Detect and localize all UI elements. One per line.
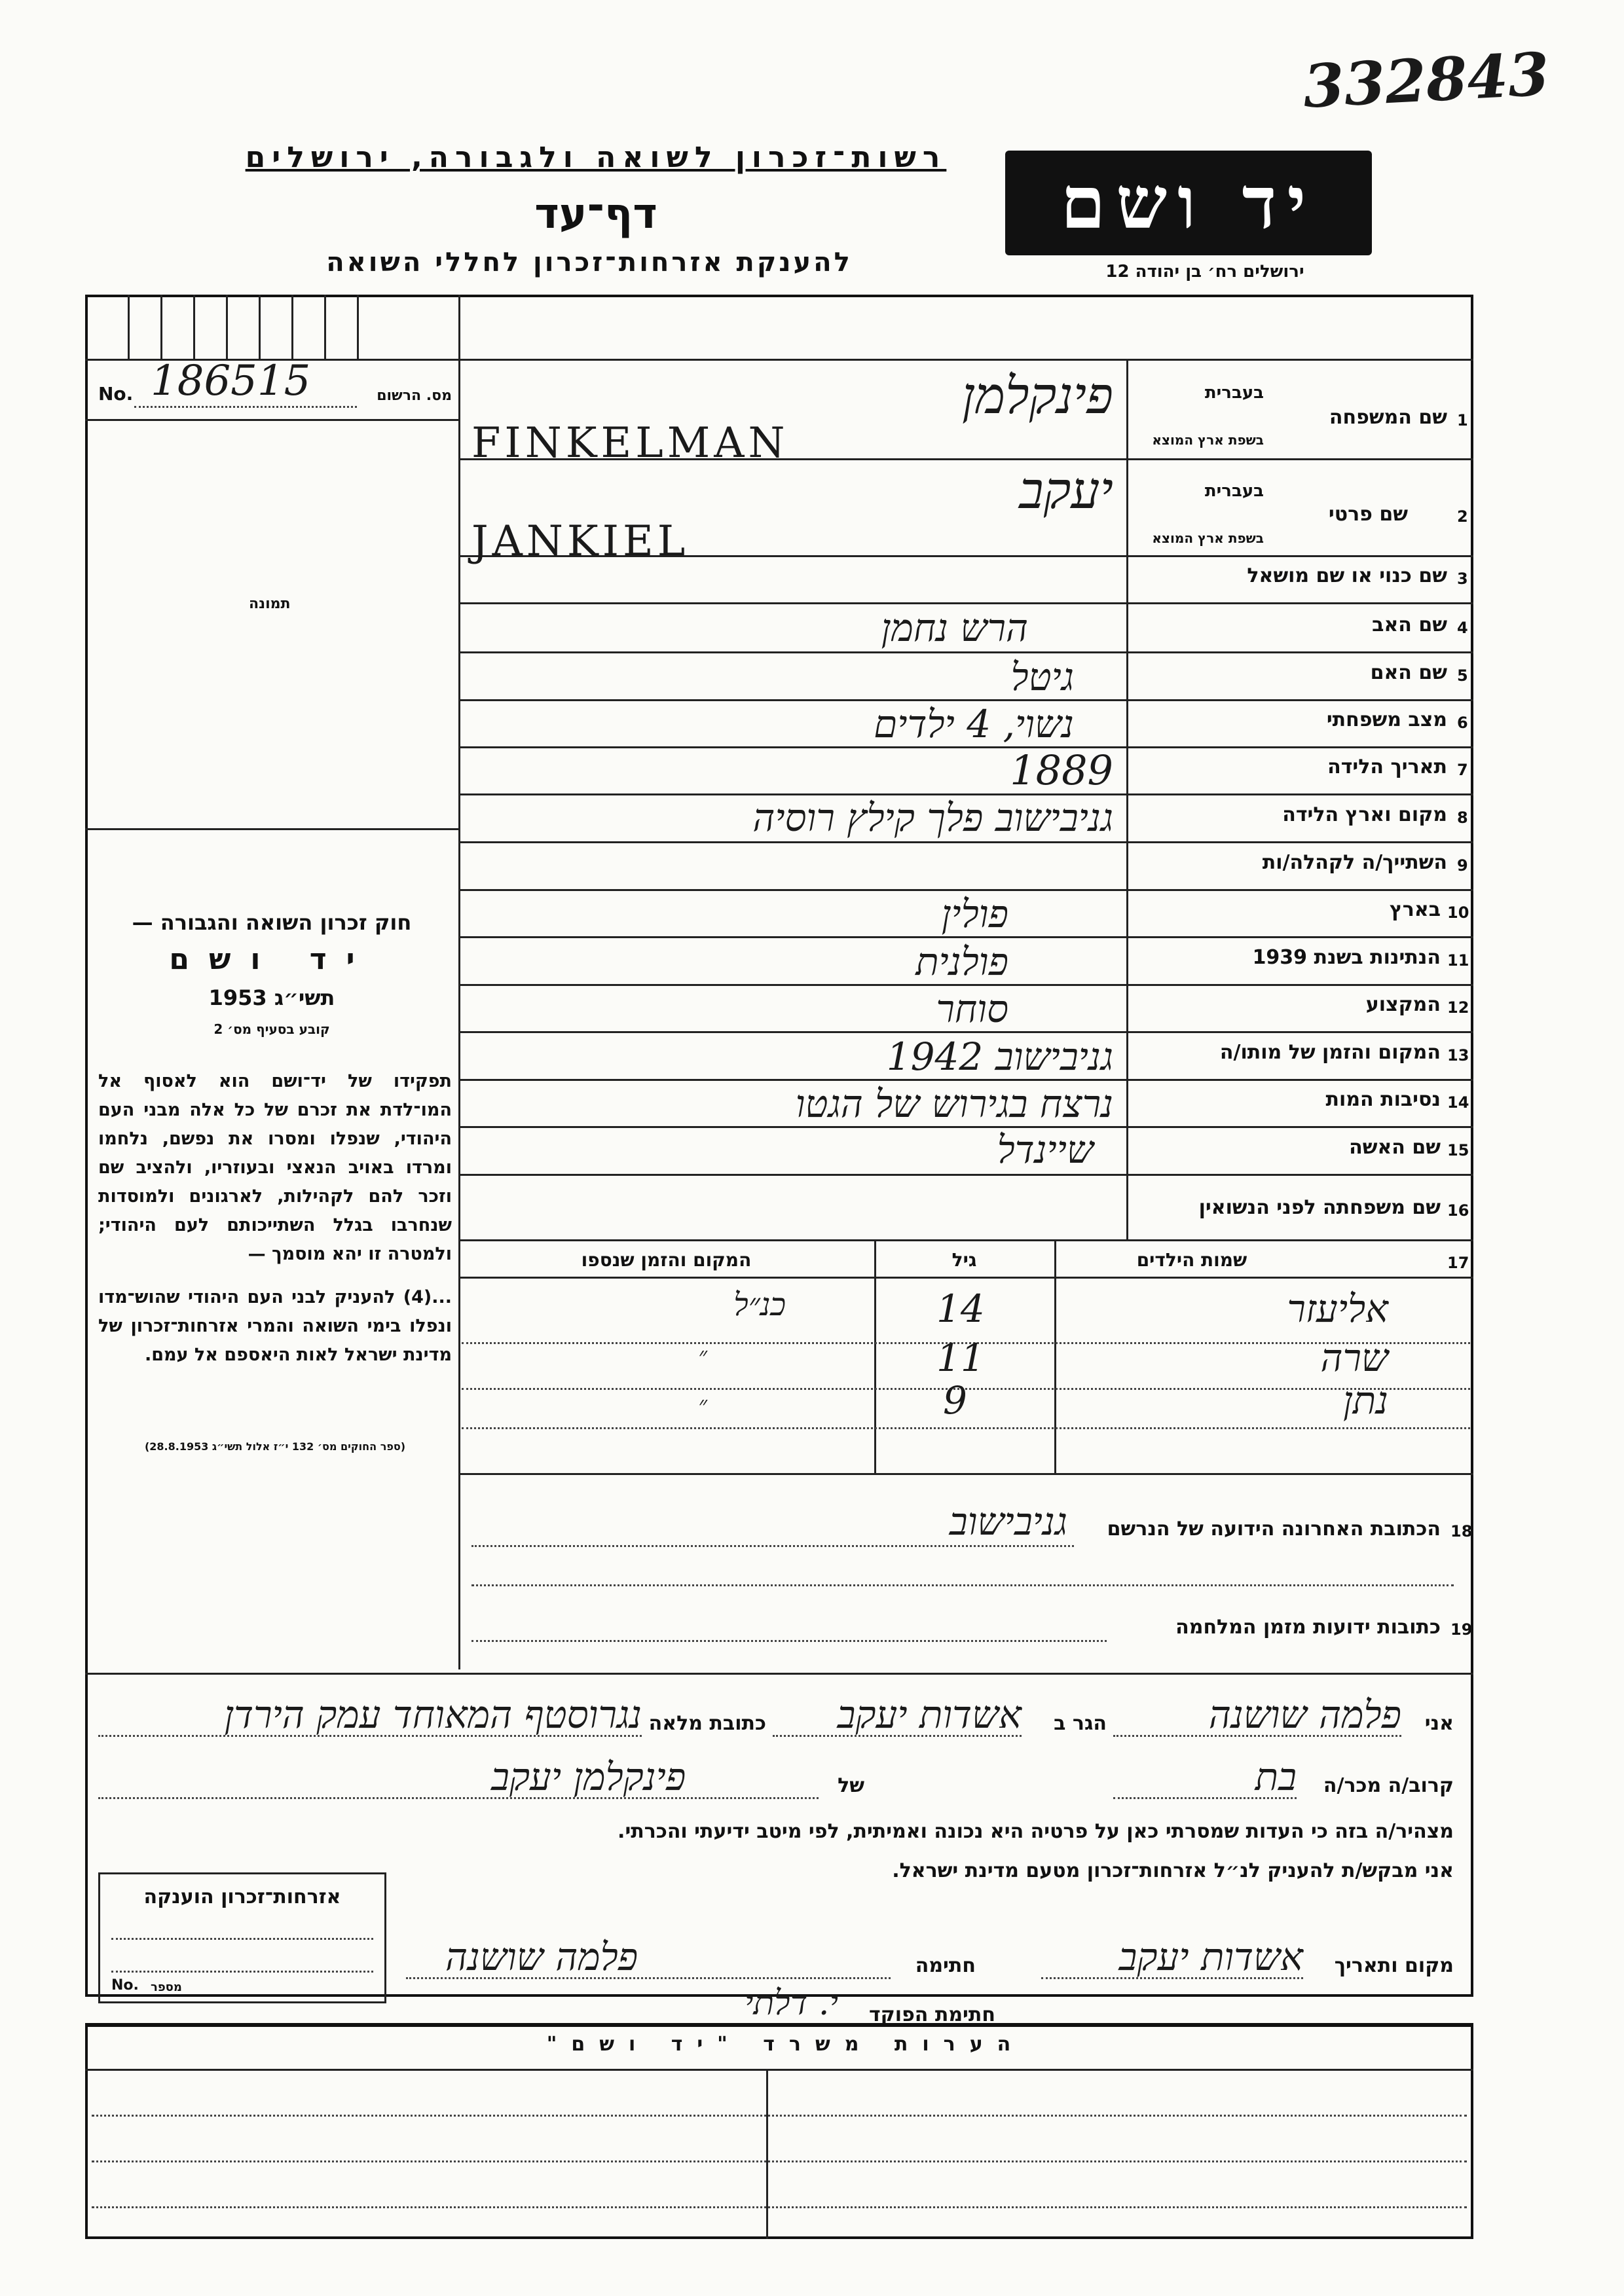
field-10-number: 10 [1447, 903, 1469, 922]
photo-label: תמונה [249, 596, 291, 612]
official-signature-value: י. דלתי [744, 1984, 838, 2023]
field-15-label: שם האשה [1349, 1136, 1441, 1159]
law-clause-ref: קובע בסעיף מס׳ 2 [213, 1021, 330, 1037]
place-date-value: אשדות יעקב [1118, 1935, 1303, 1979]
header-address: ירושלים רח׳ בן יהודה 12 [1105, 262, 1304, 282]
declaration-statement-1: מצהיר/ה בזה כי העדות שמסרתי כאן על פרטיה היא נכונה ואמיתית, לפי מיטב ידיעתי והכרתי. [618, 1820, 1454, 1843]
field-6-label: מצב משפחתי [1326, 708, 1447, 731]
law-name: יד ושם [169, 943, 375, 976]
field-9-label: השתייך/ה לקהלה/ות [1262, 851, 1447, 874]
field-7-value: 1889 [1010, 746, 1113, 794]
field-2-origin-label: בשפת ארץ המוצא [1152, 530, 1264, 546]
field-1-label: שם המשפחה [1329, 406, 1447, 429]
field-5-value: גיטל [1010, 655, 1074, 699]
field-1-origin-label: בשפת ארץ המוצא [1152, 432, 1264, 448]
child-2-name: שרה [1320, 1336, 1388, 1380]
field-1-number: 1 [1457, 411, 1468, 429]
field-12-value: סוחר [936, 987, 1008, 1031]
field-8-number: 8 [1457, 809, 1468, 827]
form-subtitle: להענקת אזרחות־זכרון לחללי השואה [326, 247, 853, 278]
children-col-names: שמות הילדים [1136, 1249, 1247, 1271]
declaration-address-value: נגרוסטף המאוחד עמק הירדן [224, 1692, 642, 1737]
declaration-of-value: פינקלמן יעקב [491, 1755, 686, 1799]
child-2-age: 11 [936, 1336, 985, 1380]
field-19-number: 19 [1450, 1620, 1473, 1639]
field-12-number: 12 [1447, 998, 1469, 1017]
child-3-name: נתן [1342, 1378, 1388, 1423]
declaration-ani-value: פלמה שושנה [1208, 1692, 1401, 1737]
field-16-label: שם משפחתה לפני הנשואין [1198, 1196, 1441, 1219]
field-7-label: תאריך הלידה [1327, 756, 1447, 778]
children-number: 17 [1447, 1254, 1469, 1272]
field-11-label: הנתינות בשנת 1939 [1252, 946, 1441, 969]
field-6-number: 6 [1457, 714, 1468, 732]
authority-title: רשות־זכרון לשואה ולגבורה, ירושלים [245, 141, 947, 174]
children-col-age: גיל [951, 1249, 977, 1271]
field-6-value: נשוי, 4 ילדים [874, 702, 1074, 746]
field-14-number: 14 [1447, 1093, 1469, 1112]
child-1-age: 14 [936, 1286, 985, 1331]
field-19-label: כתובות ידועות מזמן המלחמה [1175, 1616, 1441, 1639]
field-16-number: 16 [1447, 1201, 1469, 1220]
office-notes-title: הערות משרד "יד ושם" [546, 2033, 1025, 2056]
child-3-age: 9 [943, 1378, 967, 1423]
declaration-resident-value: אשדות יעקב [837, 1692, 1022, 1737]
field-15-value: שיינדל [997, 1127, 1094, 1172]
field-1-value-origin: FINKELMAN [471, 419, 789, 467]
field-2-number: 2 [1457, 507, 1468, 526]
field-15-number: 15 [1447, 1141, 1469, 1159]
field-5-label: שם האם [1370, 661, 1447, 684]
field-5-number: 5 [1457, 666, 1468, 685]
field-4-label: שם האב [1372, 613, 1447, 636]
declaration-relative-value: בת [1255, 1755, 1297, 1799]
field-12-label: המקצוע [1365, 993, 1441, 1016]
field-2-label: שם פרטי [1328, 503, 1408, 526]
field-18-label: הכתובת האחרונה הידועה של הנרשם [1107, 1518, 1441, 1540]
form-title: דף־עד [534, 190, 657, 238]
field-2-hebrew-label: בעברית [1204, 481, 1264, 501]
registration-number: 186515 [151, 357, 311, 405]
law-title: חוק זכרון השואה והגבורה — [132, 910, 412, 935]
child-3-place: ״ [698, 1392, 707, 1419]
field-10-value: פולין [941, 892, 1008, 936]
field-4-value: הרש נחמן [881, 606, 1028, 650]
field-8-value: גניבישוב פלך קילץ רוסיה [752, 795, 1113, 840]
child-2-place: ״ [698, 1343, 707, 1370]
yad-vashem-logo [1005, 151, 1372, 255]
field-11-value: פולנית [915, 939, 1008, 984]
field-13-number: 13 [1447, 1046, 1469, 1065]
field-8-label: מקום וארץ הלידה [1282, 803, 1447, 826]
child-1-name: אליעזר [1287, 1286, 1388, 1331]
citizenship-box-no: No. [111, 1977, 139, 1994]
field-1-hebrew-label: בעברית [1204, 383, 1264, 403]
field-11-number: 11 [1447, 951, 1469, 970]
field-18-value: גניבישוב [949, 1499, 1067, 1544]
field-14-value: נרצח בגירוש של הגטו [795, 1082, 1113, 1126]
declaration-resident-label: הגר ב [1054, 1712, 1107, 1735]
logo-text: יד ושם [1060, 160, 1317, 245]
signature-label: חתימה [915, 1954, 976, 1977]
field-7-number: 7 [1457, 761, 1468, 779]
citizenship-box-number-label: מספר [151, 1980, 182, 1994]
registration-no-label: No. [98, 383, 134, 405]
registration-label: מס. הרשום [377, 388, 452, 404]
field-3-number: 3 [1457, 570, 1468, 588]
field-13-label: המקום והזמן של מותו/ה [1219, 1041, 1441, 1064]
declaration-of-label: של [838, 1774, 864, 1797]
field-14-label: נסיבות המות [1325, 1088, 1441, 1111]
field-18-number: 18 [1450, 1522, 1473, 1540]
law-paragraph-2: ...(4) להעניק לבני העם היהודי שהוש־מדו ונפלו בימי השואה והמרי אזרחות־זכרון של מדינת ישראל לאות היאספם אל עמם. [98, 1287, 452, 1365]
law-paragraph-1: תפקידו של יד־ושם הוא לאסוף אל המו־לדת את זכרם של כל אלה מבני העם היהודי, שנפלו ומסרו את נפשם, נלחמו ומרדו באויב הנאצי ובעוזריו, ולהציב שם וזכר להם לקהילות, לארגונים ולמוסדות שנחרבו בגלל השתייכותם לעם היהודי; ולמטרה זו יהא מוסמך — [98, 1071, 452, 1264]
field-4-number: 4 [1457, 619, 1468, 637]
law-year: תשי״ג 1953 [208, 985, 335, 1010]
field-2-value-hebrew: יעקב [1019, 462, 1113, 520]
field-3-label: שם כנוי או שם מושאל [1247, 564, 1447, 587]
field-2-value-origin: JANKIEL [471, 517, 690, 566]
declaration-address-label: כתובת מלאה [648, 1712, 766, 1735]
citizenship-box-title: אזרחות־זכרון הוענקה [143, 1886, 341, 1908]
field-10-label: בארץ [1389, 898, 1441, 921]
declaration-statement-2: אני מבקש/ת להעניק לנ״ל אזרחות־זכרון מטעם מדינת ישראל. [892, 1859, 1454, 1882]
field-9-number: 9 [1457, 856, 1468, 875]
signature-value: פלמה שושנה [445, 1935, 638, 1979]
law-footnote: (ספר החוקים מס׳ 132 י״ז אלול תשי״ג 28.8.1953) [144, 1440, 406, 1453]
field-1-value-hebrew: פינקלמן [961, 367, 1113, 426]
child-1-place: כנ״ל [733, 1286, 786, 1323]
children-col-place: המקום והזמן שנספו [581, 1249, 752, 1271]
field-13-value: גניבישוב 1942 [886, 1034, 1113, 1079]
declaration-relative-label: קרוב/ה מכר/ה [1323, 1774, 1454, 1797]
official-signature-label: חתימת הפוקד [869, 2003, 995, 2026]
place-date-label: מקום ותאריך [1334, 1954, 1454, 1977]
declaration-ani-label: אני [1424, 1712, 1454, 1735]
archive-number: 332843 [1301, 39, 1551, 122]
